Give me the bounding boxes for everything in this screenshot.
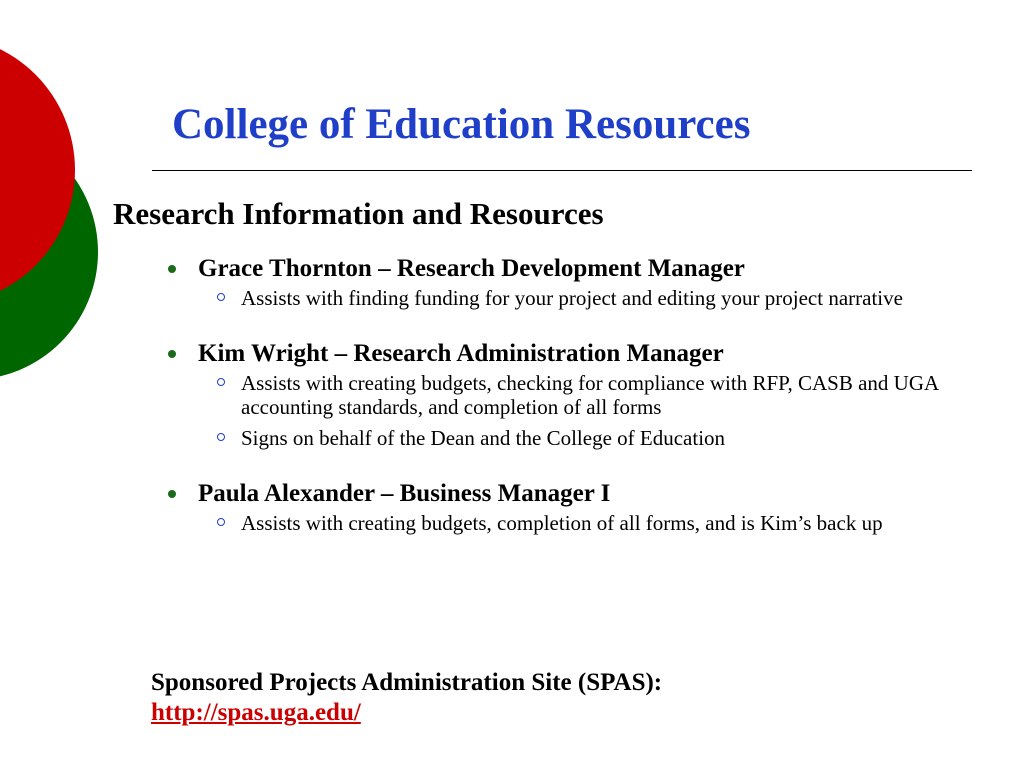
contact-name: Paula Alexander – Business Manager I [198,480,611,507]
bullet-dot-icon [168,350,176,358]
red-circle [0,35,75,305]
duty-item [160,286,990,310]
footer-block [151,668,662,728]
contact-item [160,337,990,450]
duty-text: Signs on behalf of the Dean and the College of Education [241,426,726,450]
bullet-ring-icon [217,293,225,301]
bullet-ring-icon [217,518,225,526]
duty-text: Assists with creating budgets, completion of all forms, and is Kim’s back up [241,511,883,535]
contact-item [160,252,990,310]
bullet-ring-icon [217,378,225,386]
duty-list [160,371,990,450]
contact-item [160,477,990,535]
slide-title: College of Education Resources [172,101,751,148]
footer-label: Sponsored Projects Administration Site (SPAS): [151,669,663,696]
bullet-dot-icon [168,490,176,498]
contact-name: Grace Thornton – Research Development Manager [198,255,745,282]
contact-name: Kim Wright – Research Administration Manager [198,340,724,367]
duty-item [160,511,990,535]
duty-list [160,286,990,310]
duty-item [160,371,990,419]
bullet-dot-icon [168,265,176,273]
contact-list [160,252,990,562]
duty-text: Assists with finding funding for your project and editing your project narrative [241,286,903,310]
contact-row [160,252,990,286]
duty-text: Assists with creating budgets, checking for compliance with RFP, CASB and UGA accounting standards, and completion of all forms [241,371,939,419]
contact-row [160,337,990,371]
bullet-ring-icon [217,433,225,441]
duty-list [160,511,990,535]
green-circle [0,124,98,380]
contact-row [160,477,990,511]
title-divider [152,170,972,171]
duty-item [160,426,990,450]
spas-link[interactable]: http://spas.uga.edu/ [151,699,361,726]
section-heading: Research Information and Resources [113,196,604,231]
